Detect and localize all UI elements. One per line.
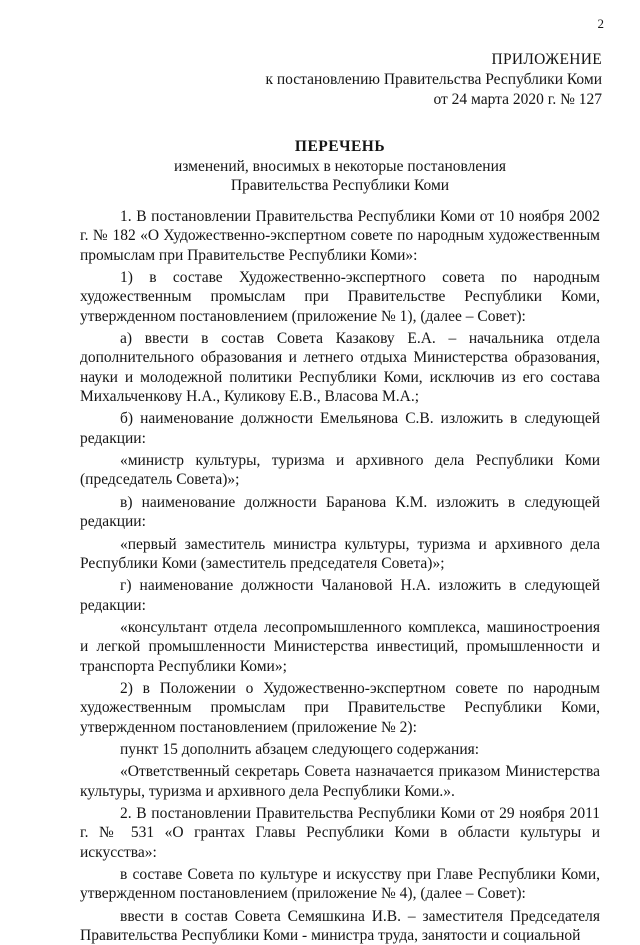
title-line-1: изменений, вносимых в некоторые постановления bbox=[173, 158, 506, 175]
appendix-line-1: к постановлению Правительства Республики Коми bbox=[265, 71, 602, 88]
appendix-label: ПРИЛОЖЕНИЕ bbox=[491, 51, 602, 68]
appendix-line-2: от 24 марта 2020 г. № 127 bbox=[433, 91, 602, 108]
page-number: 2 bbox=[597, 16, 604, 31]
paragraph: в) наименование должности Баранова К.М. изложить в следующей редакции: bbox=[80, 493, 600, 531]
paragraph: а) ввести в состав Совета Казакову Е.А. – начальника отдела дополнительного образования и летнего отдыха Министерства образования, науки и молодежной политики Республики Коми, исключив из его состава Михальченкову Н.А., Куликову Е.В., Власова М.А.; bbox=[80, 330, 600, 406]
title-line-2: Правительства Республики Коми bbox=[230, 177, 450, 194]
paragraph: 2. В постановлении Правительства Республики Коми от 29 ноября 2011 г. № 531 «О грантах Главы Республики Коми в области культуры и искусства»: bbox=[80, 804, 600, 861]
paragraph: 1) в составе Художественно-экспертного совета по народным художественным промыслам при Правительстве Республики Коми, утвержденном постановлением (приложение № 1), (далее – Совет): bbox=[80, 269, 600, 325]
document-title bbox=[60, 137, 620, 195]
paragraph: пункт 15 дополнить абзацем следующего содержания: bbox=[120, 740, 480, 758]
paragraph: б) наименование должности Емельянова С.В. изложить в следующей редакции: bbox=[80, 410, 600, 447]
paragraph: в составе Совета по культуре и искусству при Главе Республики Коми, утвержденном постановлением (приложение № 4), (далее – Совет): bbox=[80, 866, 600, 903]
paragraph: г) наименование должности Чалановой Н.А. изложить в следующей редакции: bbox=[80, 577, 600, 614]
document-body bbox=[80, 207, 600, 945]
paragraph: 1. В постановлении Правительства Республики Коми от 10 ноября 2002 г. № 182 «О Художественно-экспертном совете по народным художественным промыслам при Правительстве Республики Коми»: bbox=[80, 208, 600, 264]
paragraph: «первый заместитель министра культуры, туризма и архивного дела Республики Коми (заместитель председателя Совета)»; bbox=[80, 535, 600, 572]
appendix-header bbox=[265, 50, 602, 110]
paragraph: 2) в Положении о Художественно-экспертном совете по народным художественным промыслам при Правительстве Республики Коми, утвержденном постановлением (приложение № 2): bbox=[80, 679, 600, 736]
paragraph: «министр культуры, туризма и архивного дела Республики Коми (председатель Совета)»; bbox=[80, 452, 600, 489]
title-heading: ПЕРЕЧЕНЬ bbox=[294, 138, 386, 155]
paragraph: «Ответственный секретарь Совета назначается приказом Министерства культуры, туризма и архивного дела Республики Коми.». bbox=[80, 763, 600, 800]
paragraph: ввести в состав Совета Семяшкина И.В. – заместителя Председателя Правительства Республики Коми - министра труда, занятости и социальной bbox=[80, 907, 600, 945]
paragraph: «консультант отдела лесопромышленного комплекса, машиностроения и легкой промышленности Министерства инвестиций, промышленности и транспорта Республики Коми»; bbox=[80, 618, 600, 675]
